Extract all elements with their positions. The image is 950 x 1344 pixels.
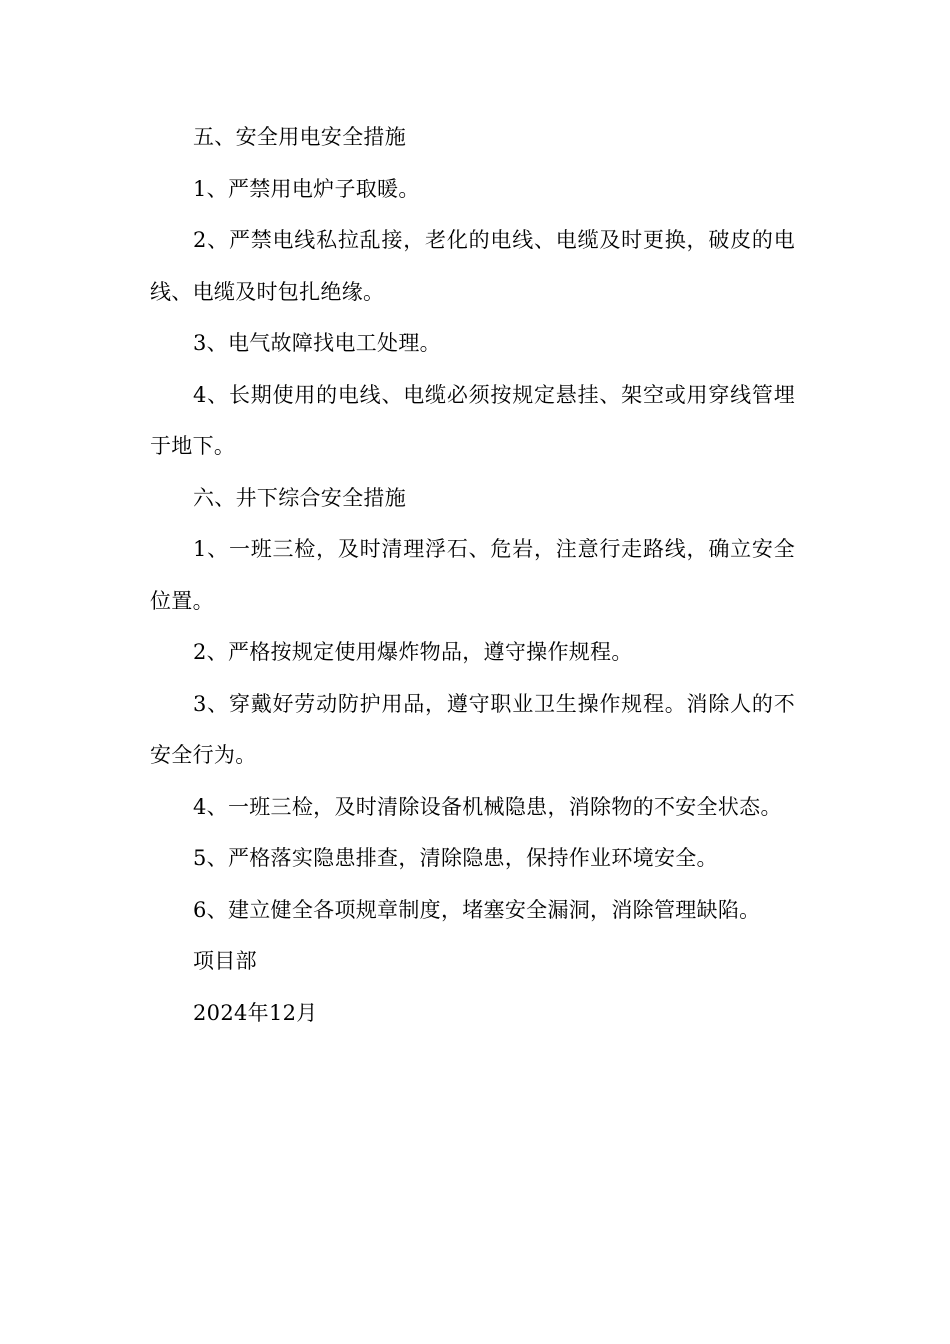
paragraph-item: 5、严格落实隐患排查，清除隐患，保持作业环境安全。	[193, 846, 718, 870]
paragraph-item: 4、一班三检，及时清除设备机械隐患，消除物的不安全状态。	[193, 794, 782, 819]
paragraph-item: 2、严禁电线私拉乱接，老化的电线、电缆及时更换，破皮的电线、电缆及时包扎绝缘。	[150, 228, 795, 304]
paragraph-item: 3、电气故障找电工处理。	[193, 331, 441, 355]
signature-department: 项目部	[193, 949, 257, 973]
paragraph-item: 1、严禁用电炉子取暖。	[193, 176, 420, 201]
section-heading-electrical-safety: 五、安全用电安全措施	[193, 125, 406, 149]
paragraph-item: 6、建立健全各项规章制度，堵塞安全漏洞，消除管理缺陷。	[193, 897, 761, 922]
document-page	[150, 112, 795, 1039]
paragraph-item: 2、严格按规定使用爆炸物品，遵守操作规程。	[193, 640, 633, 664]
paragraph-item: 4、长期使用的电线、电缆必须按规定悬挂、架空或用穿线管埋于地下。	[150, 382, 795, 458]
paragraph-item: 1、一班三检，及时清理浮石、危岩，注意行走路线，确立安全位置。	[150, 537, 795, 613]
section-heading-underground-safety: 六、井下综合安全措施	[193, 485, 406, 510]
signature-date: 2024年12月	[193, 1000, 318, 1025]
paragraph-item: 3、穿戴好劳动防护用品，遵守职业卫生操作规程。消除人的不安全行为。	[150, 691, 795, 767]
